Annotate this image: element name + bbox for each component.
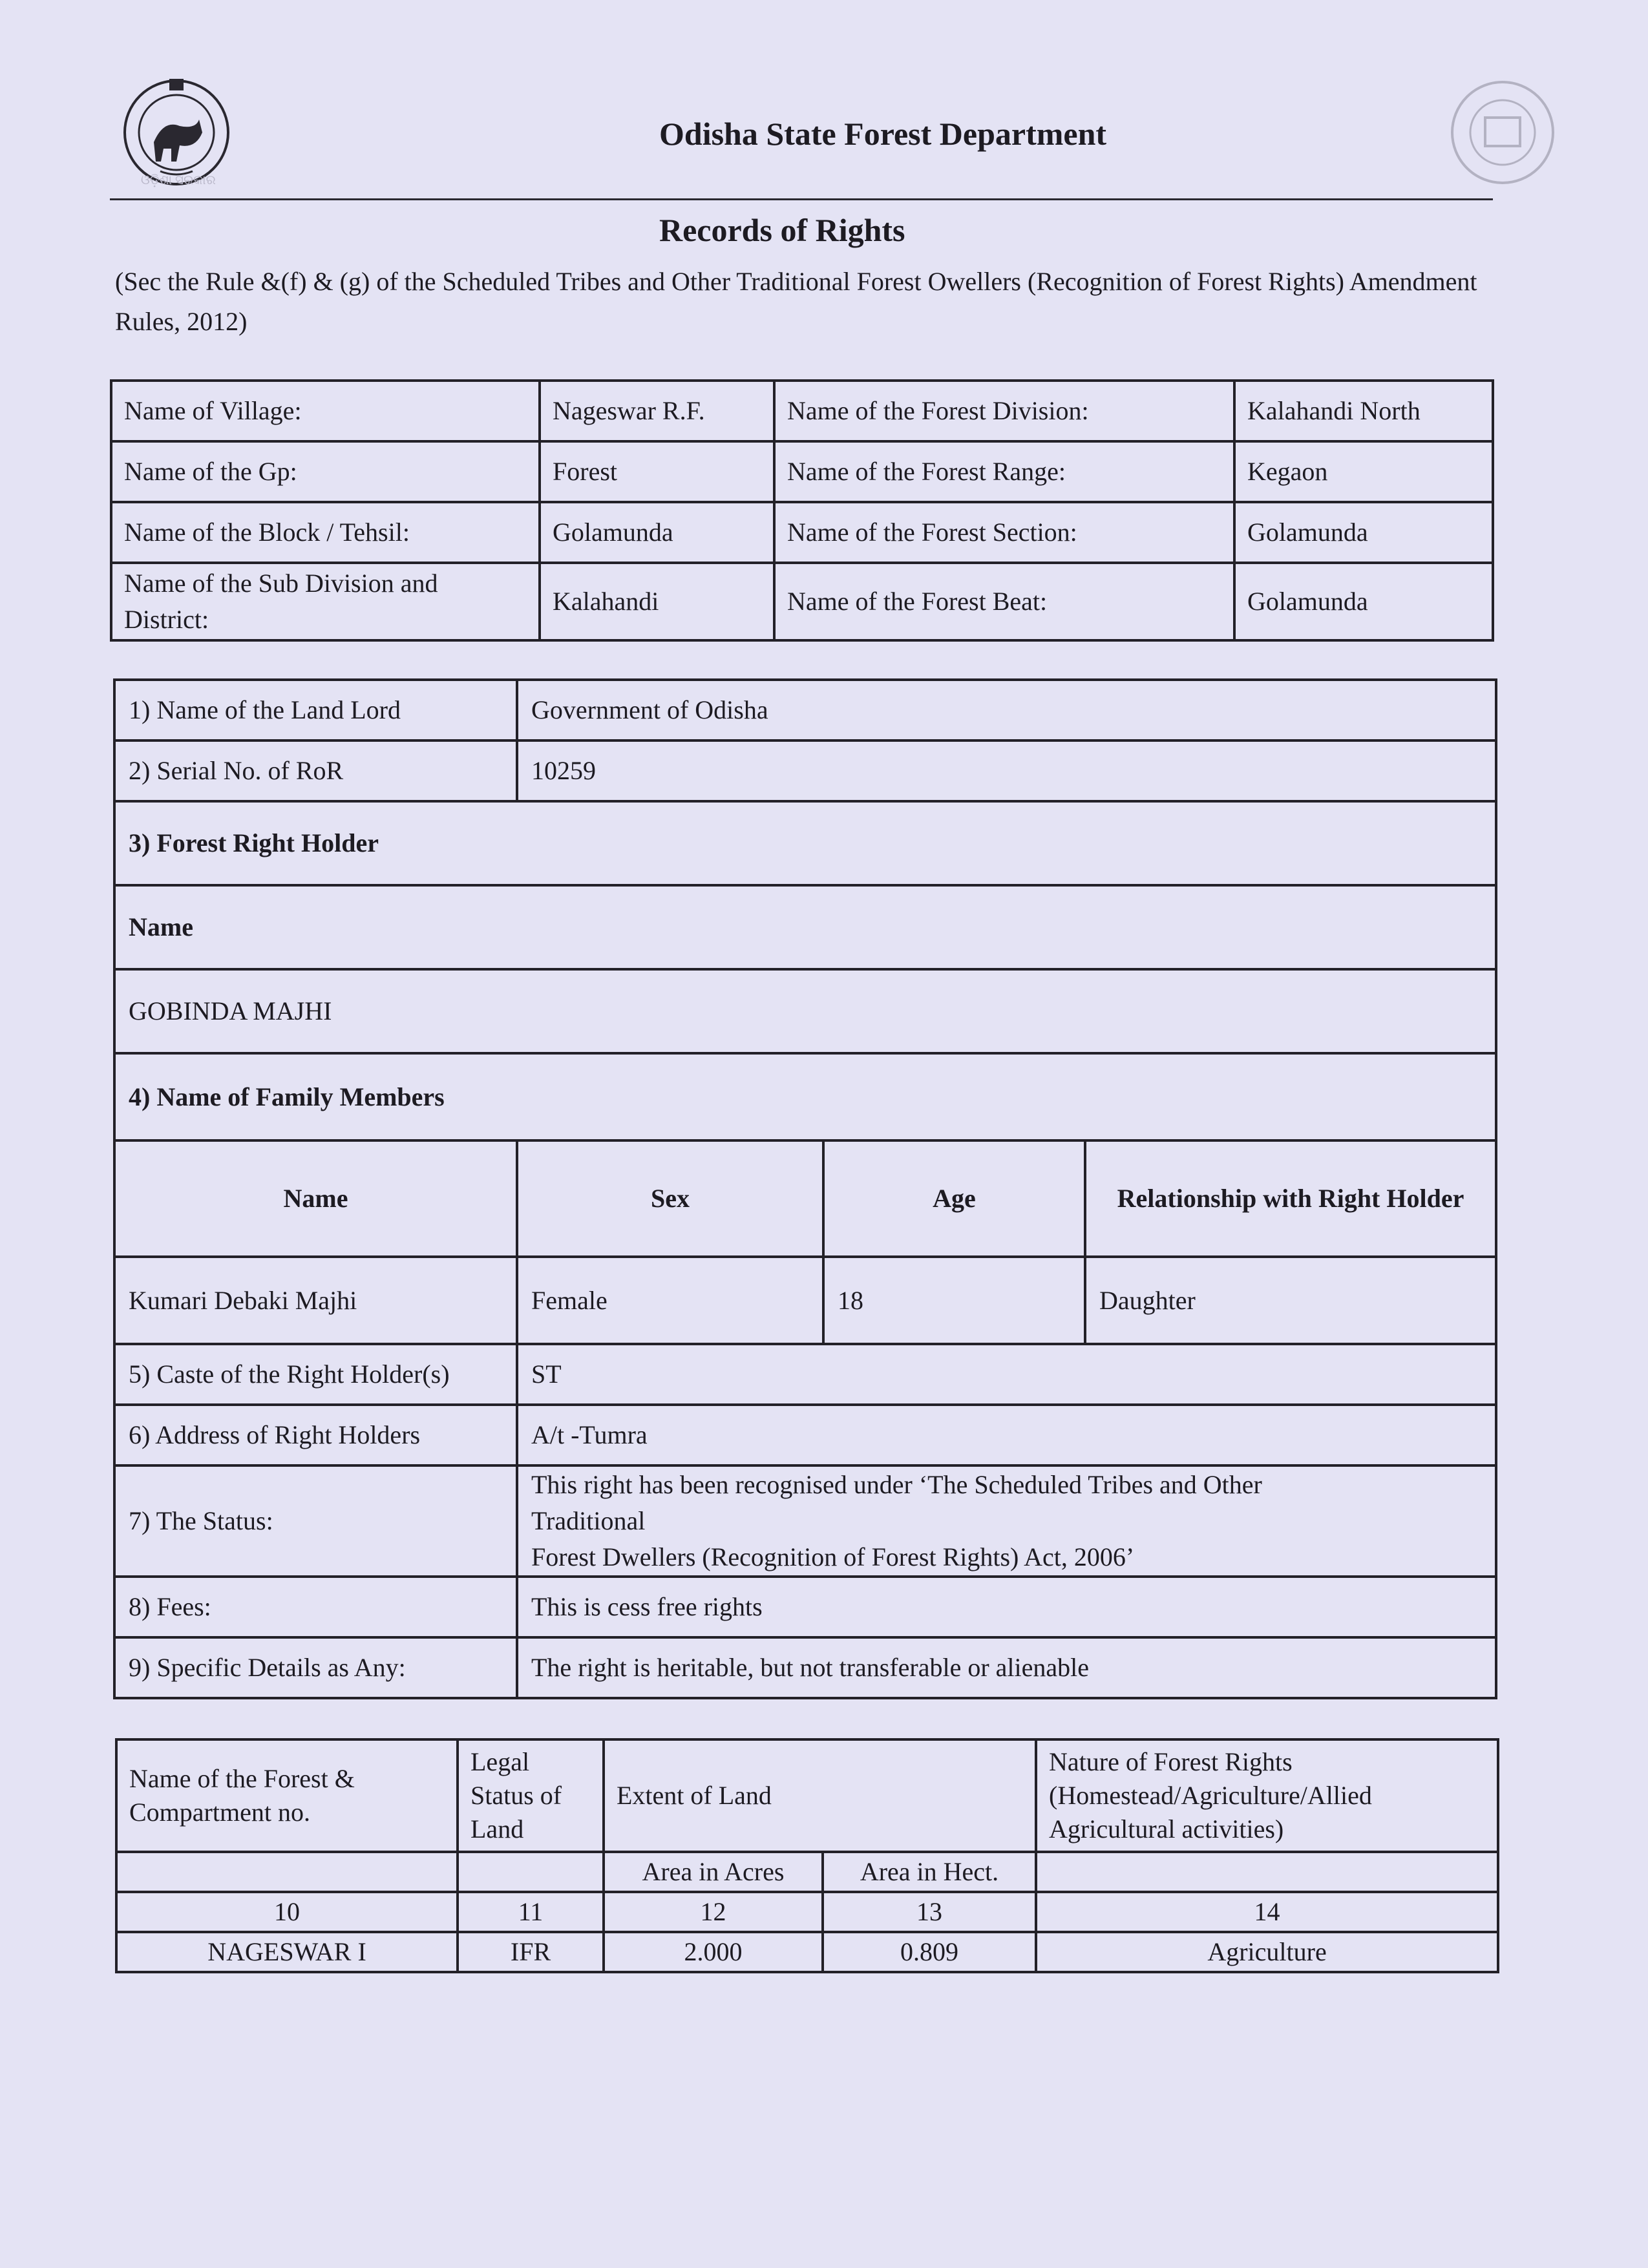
land-table — [115, 1738, 1499, 1973]
table-row — [114, 1053, 1496, 1140]
table-row — [116, 1852, 1498, 1892]
village-label: Name of Village: — [111, 381, 540, 441]
header-divider — [110, 198, 1493, 200]
status-line-3: Forest Dwellers (Recognition of Forest Rights) Act, 2006’ — [531, 1542, 1135, 1571]
member-age: 18 — [823, 1257, 1085, 1344]
status-value — [517, 1465, 1496, 1577]
department-title: Odisha State Forest Department — [659, 116, 1107, 152]
nature-header: Nature of Forest Rights (Homestead/Agriculture/Allied Agricultural activities) — [1036, 1739, 1498, 1852]
table-row — [111, 441, 1493, 502]
table-row — [116, 1892, 1498, 1932]
block-value: Golamunda — [540, 502, 774, 563]
record-title: Records of Rights — [659, 212, 905, 248]
table-row — [114, 1405, 1496, 1465]
block-label: Name of the Block / Tehsil: — [111, 502, 540, 563]
holder-name: GOBINDA MAJHI — [114, 969, 1496, 1053]
table-row — [114, 801, 1496, 885]
area-acres-header: Area in Acres — [604, 1852, 823, 1892]
col-number: 11 — [458, 1892, 604, 1932]
table-row — [111, 381, 1493, 441]
location-table — [110, 379, 1494, 642]
family-col-name: Name — [114, 1140, 517, 1257]
family-heading: 4) Name of Family Members — [114, 1053, 1496, 1140]
table-row — [114, 969, 1496, 1053]
status-line-1: This right has been recognised under ‘The Scheduled Tribes and Other — [531, 1470, 1262, 1499]
table-row — [114, 885, 1496, 969]
serial-label: 2) Serial No. of RoR — [114, 740, 517, 801]
forest-division-label: Name of the Forest Division: — [774, 381, 1234, 441]
table-row — [114, 1344, 1496, 1405]
table-row — [114, 1257, 1496, 1344]
forest-name-value: NAGESWAR I — [116, 1932, 458, 1972]
table-row — [116, 1932, 1498, 1972]
table-row — [114, 740, 1496, 801]
forest-range-label: Name of the Forest Range: — [774, 441, 1234, 502]
address-label: 6) Address of Right Holders — [114, 1405, 517, 1465]
forest-division-value: Kalahandi North — [1234, 381, 1493, 441]
col-number: 10 — [116, 1892, 458, 1932]
extent-header: Extent of Land — [604, 1739, 1036, 1852]
rules-subtitle: (Sec the Rule &(f) & (g) of the Scheduled Tribes and Other Traditional Forest Owellers (Recognition of Forest Rights) Amendment Rules, 2012) — [115, 267, 1477, 336]
specific-value: The right is heritable, but not transferable or alienable — [517, 1637, 1496, 1698]
table-row — [116, 1739, 1498, 1852]
member-name: Kumari Debaki Majhi — [114, 1257, 517, 1344]
table-row — [114, 1637, 1496, 1698]
nature-value: Agriculture — [1036, 1932, 1498, 1972]
forest-section-value: Golamunda — [1234, 502, 1493, 563]
status-label: 7) The Status: — [114, 1465, 517, 1577]
caste-value: ST — [517, 1344, 1496, 1405]
table-row — [114, 1140, 1496, 1257]
family-col-sex: Sex — [517, 1140, 823, 1257]
legal-status-value: IFR — [458, 1932, 604, 1972]
holder-heading: 3) Forest Right Holder — [114, 801, 1496, 885]
empty-cell — [1036, 1852, 1498, 1892]
area-hect-value: 0.809 — [823, 1932, 1036, 1972]
gp-label: Name of the Gp: — [111, 441, 540, 502]
holder-name-label: Name — [114, 885, 1496, 969]
subdivision-value: Kalahandi — [540, 563, 774, 640]
forest-range-value: Kegaon — [1234, 441, 1493, 502]
specific-label: 9) Specific Details as Any: — [114, 1637, 517, 1698]
address-value: A/t -Tumra — [517, 1405, 1496, 1465]
table-row — [114, 1465, 1496, 1577]
table-row — [111, 563, 1493, 640]
family-col-age: Age — [823, 1140, 1085, 1257]
empty-cell — [116, 1852, 458, 1892]
forest-section-label: Name of the Forest Section: — [774, 502, 1234, 563]
status-line-2: Traditional — [531, 1506, 646, 1535]
record-table — [113, 678, 1497, 1699]
fees-label: 8) Fees: — [114, 1577, 517, 1637]
serial-value: 10259 — [517, 740, 1496, 801]
area-acres-value: 2.000 — [604, 1932, 823, 1972]
caste-label: 5) Caste of the Right Holder(s) — [114, 1344, 517, 1405]
col-number: 13 — [823, 1892, 1036, 1932]
member-relationship: Daughter — [1085, 1257, 1496, 1344]
col-number: 12 — [604, 1892, 823, 1932]
area-hect-header: Area in Hect. — [823, 1852, 1036, 1892]
land-lord-label: 1) Name of the Land Lord — [114, 680, 517, 740]
member-sex: Female — [517, 1257, 823, 1344]
table-row — [111, 502, 1493, 563]
forest-compartment-header: Name of the Forest & Compartment no. — [116, 1739, 458, 1852]
village-value: Nageswar R.F. — [540, 381, 774, 441]
empty-cell — [458, 1852, 604, 1892]
col-number: 14 — [1036, 1892, 1498, 1932]
family-col-relationship: Relationship with Right Holder — [1085, 1140, 1496, 1257]
faint-seal-icon — [1448, 78, 1558, 187]
gp-value: Forest — [540, 441, 774, 502]
forest-beat-value: Golamunda — [1234, 563, 1493, 640]
emblem-caption: ଓଡ଼ିଶା ସରକାର — [141, 173, 216, 187]
forest-beat-label: Name of the Forest Beat: — [774, 563, 1234, 640]
table-row — [114, 1577, 1496, 1637]
legal-status-header: Legal Status of Land — [458, 1739, 604, 1852]
subdivision-label: Name of the Sub Division and District: — [111, 563, 540, 640]
fees-value: This is cess free rights — [517, 1577, 1496, 1637]
land-lord-value: Government of Odisha — [517, 680, 1496, 740]
table-row — [114, 680, 1496, 740]
